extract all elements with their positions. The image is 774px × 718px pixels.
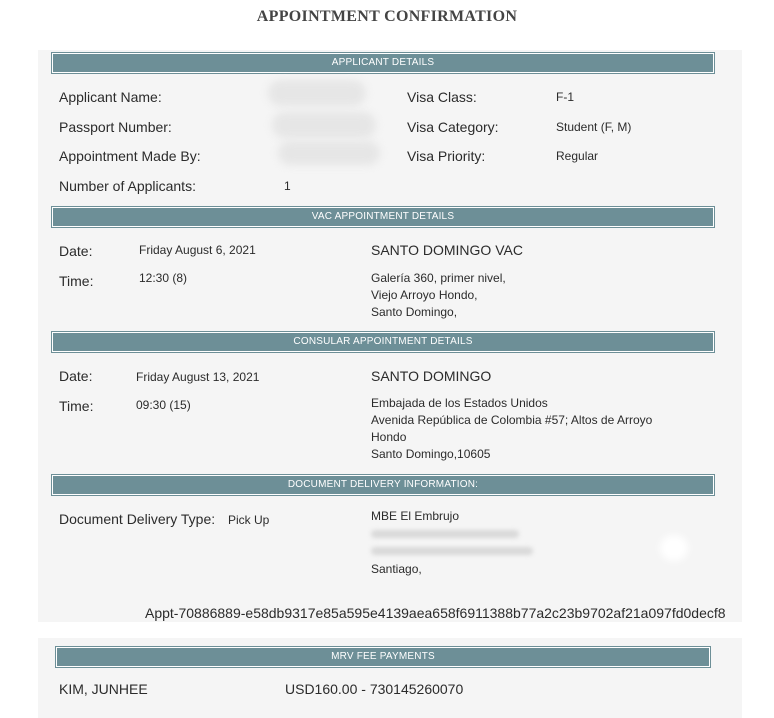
vac-address: [371, 270, 506, 321]
appointment-id: Appt-70886889-e58db9317e85a595e4139aea658f6911388b77a2c23b9702af21a097fd0decf8: [145, 605, 726, 621]
visa-class-value: F-1: [556, 90, 574, 104]
vac-location: SANTO DOMINGO VAC: [371, 242, 523, 258]
redacted-passport-number: [272, 112, 376, 138]
consular-appointment-header: CONSULAR APPOINTMENT DETAILS: [52, 332, 714, 352]
redacted-mark: [660, 535, 688, 561]
consular-time-label: Time:: [59, 398, 94, 414]
visa-category-value: Student (F, M): [556, 120, 632, 134]
consular-address: [371, 395, 652, 463]
passport-number-label: Passport Number:: [59, 119, 172, 135]
page-title: APPOINTMENT CONFIRMATION: [256, 8, 518, 25]
fee-amount: USD160.00 - 730145260070: [285, 681, 464, 697]
delivery-address-first: MBE El Embrujo: [371, 509, 460, 523]
mrv-fee-payments-header: MRV FEE PAYMENTS: [56, 647, 710, 667]
consular-date-value: Friday August 13, 2021: [136, 370, 260, 384]
number-of-applicants-label: Number of Applicants:: [59, 178, 196, 194]
consular-address-line: Avenida República de Colombia #57; Altos de Arroyo: [371, 413, 653, 427]
consular-date-label: Date:: [59, 368, 93, 384]
redacted-made-by: [278, 141, 380, 165]
number-of-applicants-value: 1: [284, 179, 291, 193]
vac-time-value: 12:30 (8): [139, 271, 188, 285]
vac-address-line: Galería 360, primer nivel,: [371, 271, 506, 285]
visa-priority-value: Regular: [556, 149, 599, 163]
fee-payer-name: KIM, JUNHEE: [59, 681, 148, 697]
redacted-delivery-line: [371, 530, 519, 538]
delivery-address-last: Santiago,: [371, 562, 422, 576]
vac-time-label: Time:: [59, 273, 94, 289]
appointment-made-by-label: Appointment Made By:: [59, 148, 201, 164]
redacted-applicant-name: [268, 80, 366, 106]
visa-priority-label: Visa Priority:: [407, 148, 486, 164]
vac-date-value: Friday August 6, 2021: [139, 243, 256, 257]
visa-category-label: Visa Category:: [407, 119, 499, 135]
consular-address-line: Santo Domingo,10605: [371, 447, 491, 461]
consular-time-value: 09:30 (15): [136, 398, 191, 412]
visa-class-label: Visa Class:: [407, 89, 477, 105]
redacted-delivery-line: [371, 547, 533, 555]
vac-address-line: Viejo Arroyo Hondo,: [371, 288, 478, 302]
delivery-type-value: Pick Up: [228, 513, 270, 527]
vac-address-line: Santo Domingo,: [371, 305, 458, 319]
vac-date-label: Date:: [59, 243, 93, 259]
delivery-type-label: Document Delivery Type:: [59, 511, 216, 527]
consular-address-line: Embajada de los Estados Unidos: [371, 396, 548, 410]
vac-appointment-header: VAC APPOINTMENT DETAILS: [52, 207, 714, 227]
consular-address-line: Hondo: [371, 430, 407, 444]
applicant-name-label: Applicant Name:: [59, 89, 162, 105]
document-delivery-header: DOCUMENT DELIVERY INFORMATION:: [52, 475, 714, 495]
applicant-details-header: APPLICANT DETAILS: [52, 53, 714, 73]
consular-location: SANTO DOMINGO: [371, 368, 492, 384]
